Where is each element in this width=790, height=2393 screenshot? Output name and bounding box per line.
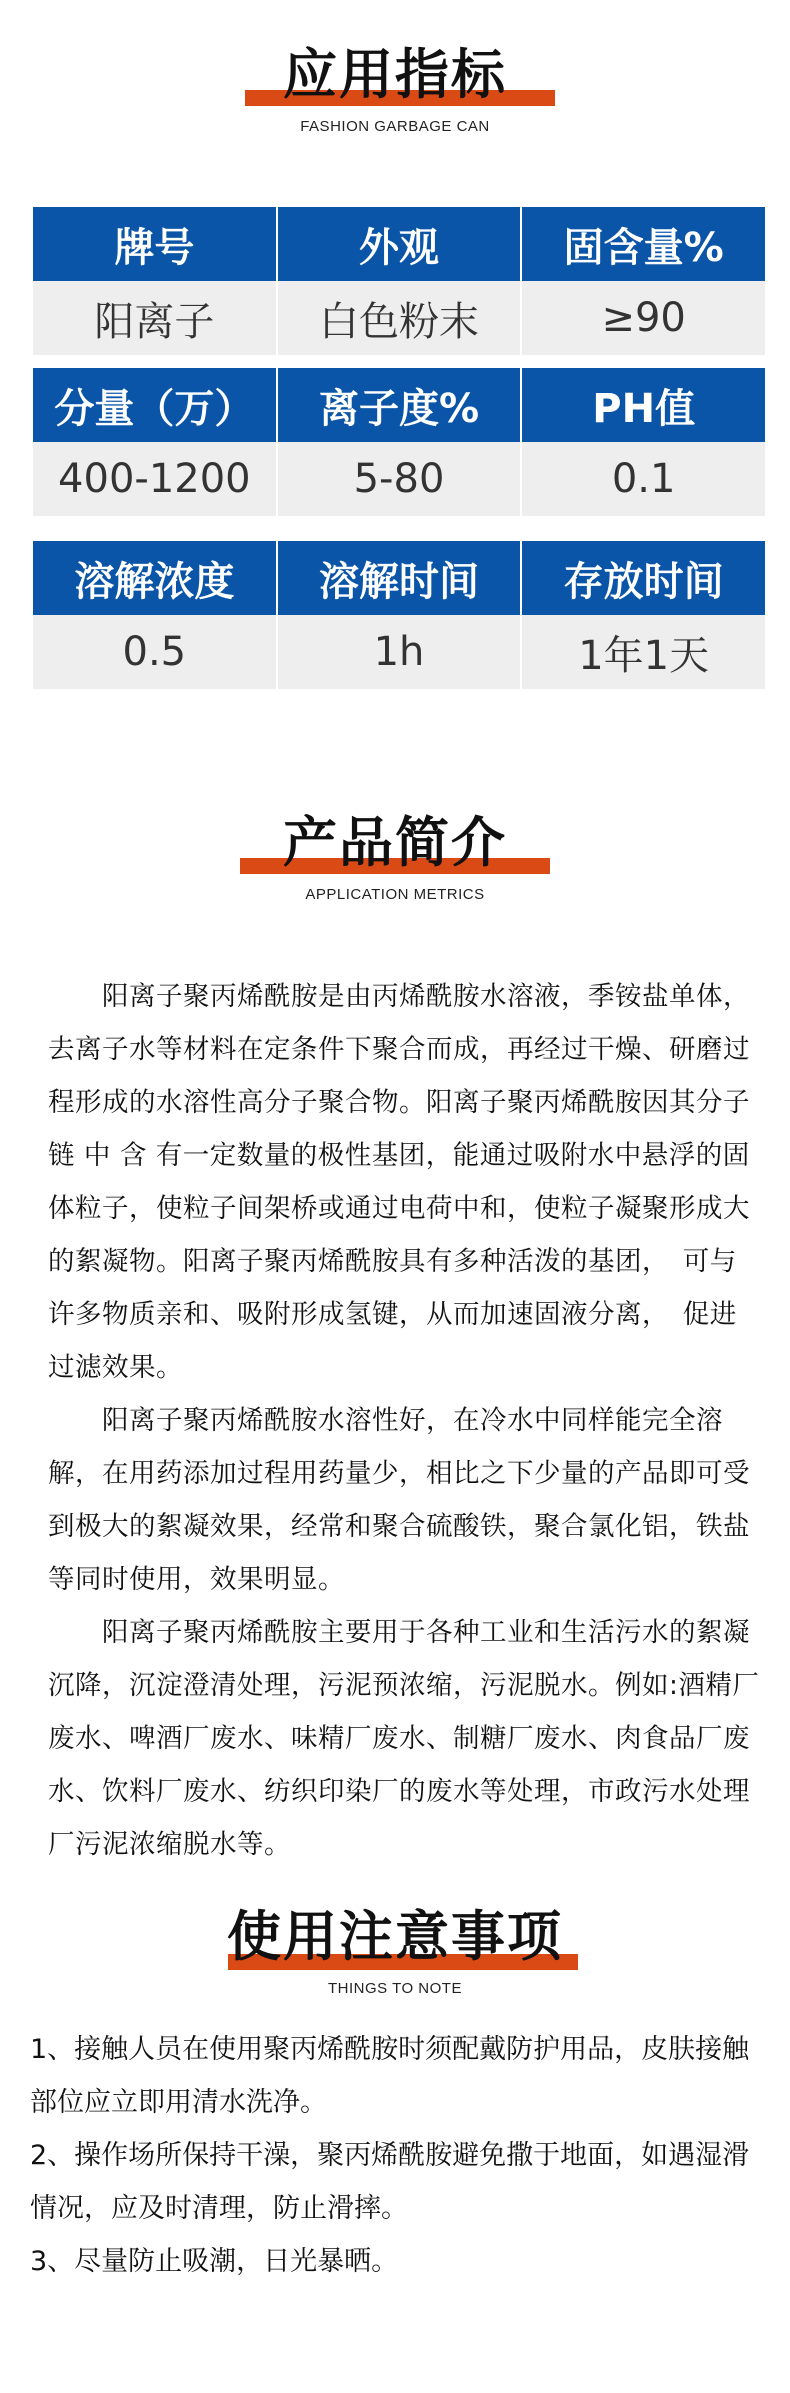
intro-paragraph: 阳离子聚丙烯酰胺主要用于各种工业和生活污水的絮凝沉降，沉淀澄清处理，污泥预浓缩，污泥脱水。例如:酒精厂废水、啤酒厂废水、味精厂废水、制糖厂废水、肉食品厂废水、饮料厂废水、纺织印染厂的废水等处理，市政污水处理厂污泥浓缩脱水等。: [48, 1617, 760, 1860]
notes-section-subtitle: THINGS TO NOTE: [328, 1980, 462, 1997]
spec-header-cell: PH值: [520, 368, 765, 442]
spec-header-row: [33, 368, 765, 442]
spec-value-cell: 阳离子: [33, 281, 276, 355]
spec-table-group-1: [33, 207, 765, 355]
spec-value-cell: 白色粉末: [276, 281, 521, 355]
spec-section-header: [0, 40, 790, 135]
spec-section-subtitle: FASHION GARBAGE CAN: [300, 118, 490, 135]
spec-header-row: [33, 541, 765, 615]
spec-header-cell: 固含量%: [520, 207, 765, 281]
spec-header-cell: 溶解浓度: [33, 541, 276, 615]
spec-value-cell: 0.5: [33, 615, 276, 689]
spec-value-row: [33, 615, 765, 689]
spec-value-cell: 0.1: [520, 442, 765, 516]
note-item: 2、操作场所保持干澡，聚丙烯酰胺避免撒于地面，如遇湿滑情况，应及时清理，防止滑摔。: [30, 2140, 750, 2224]
spec-value-row: [33, 281, 765, 355]
spec-header-cell: 离子度%: [276, 368, 521, 442]
intro-paragraph: 阳离子聚丙烯酰胺水溶性好，在冷水中同样能完全溶解，在用药添加过程用药量少，相比之下少量的产品即可受到极大的絮凝效果，经常和聚合硫酸铁，聚合氯化铝，铁盐等同时使用，效果明显。: [48, 1405, 750, 1595]
note-item: 3、尽量防止吸潮，日光暴晒。: [30, 2246, 399, 2277]
notes-list: [30, 2023, 770, 2288]
notes-section-title: 使用注意事项: [227, 1905, 563, 1968]
note-item: 1、接触人员在使用聚丙烯酰胺时须配戴防护用品，皮肤接触部位应立即用清水洗净。: [30, 2034, 750, 2118]
spec-table-group-3: [33, 541, 765, 689]
spec-value-cell: ≥90: [520, 281, 765, 355]
spec-header-row: [33, 207, 765, 281]
spec-header-cell: 分量（万）: [33, 368, 276, 442]
spec-header-cell: 存放时间: [520, 541, 765, 615]
intro-paragraph: 阳离子聚丙烯酰胺是由丙烯酰胺水溶液，季铵盐单体，去离子水等材料在定条件下聚合而成，再经过干燥、研磨过程形成的水溶性高分子聚合物。阳离子聚丙烯酰胺因其分子链 中 含 有一定数量的极性基团，能通过吸附水中悬浮的固体粒子，使粒子间架桥或通过电荷中和，使粒子凝聚形成大的絮凝物。阳离子聚丙烯酰胺具有多种活泼的基团， 可与许多物质亲和、吸附形成氢键，从而加速固液分离， 促进过滤效果。: [48, 981, 750, 1383]
spec-header-cell: 牌号: [33, 207, 276, 281]
spec-table-group-2: [33, 368, 765, 516]
intro-section-subtitle: APPLICATION METRICS: [305, 886, 485, 903]
spec-header-cell: 外观: [276, 207, 521, 281]
intro-section-title: 产品简介: [283, 811, 507, 874]
spec-value-cell: 1h: [276, 615, 521, 689]
spec-value-cell: 1年1天: [520, 615, 765, 689]
intro-text-block: [48, 970, 760, 1871]
spec-section-title: 应用指标: [283, 43, 507, 106]
spec-value-cell: 5-80: [276, 442, 521, 516]
spec-value-row: [33, 442, 765, 516]
spec-header-cell: 溶解时间: [276, 541, 521, 615]
notes-section-header: [0, 1902, 790, 1997]
spec-value-cell: 400-1200: [33, 442, 276, 516]
intro-section-header: [0, 808, 790, 903]
